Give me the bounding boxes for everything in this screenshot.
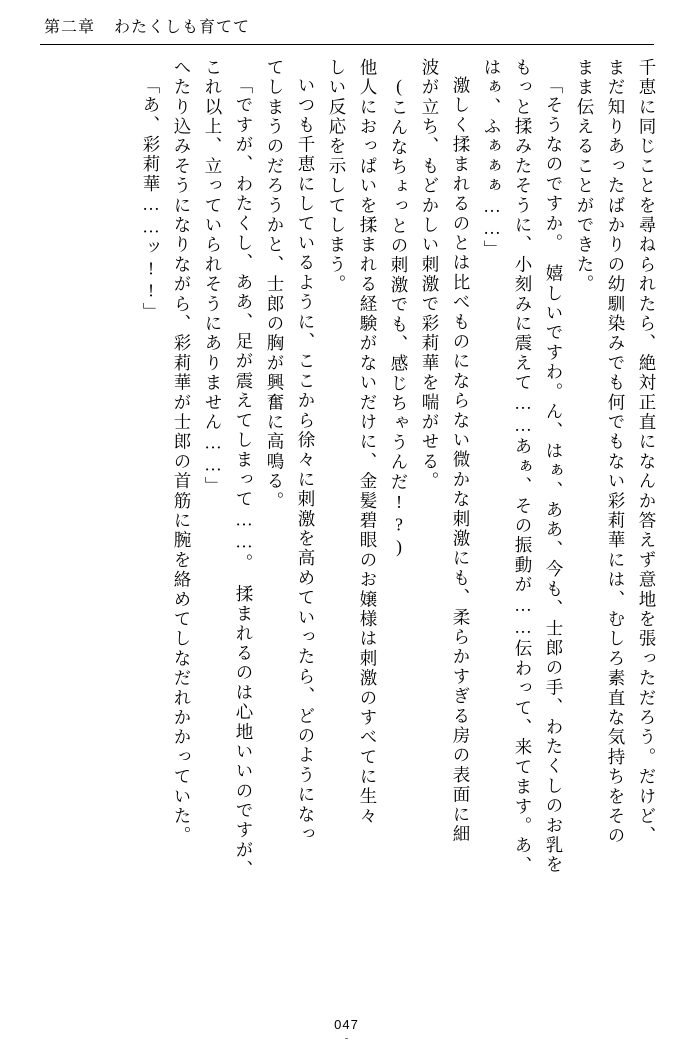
chapter-header [44,14,250,37]
text-column: 「ですが、わたくし、ああ、足が震えてしまって……。 揉まれるのは心地いいのですが、 [234,76,254,880]
text-column: しい反応を示してしまう。 [327,58,347,295]
text-column: まま伝えることができた。 [575,58,595,295]
text-column: 波が立ち、もどかしい刺激で彩莉華を喘がせる。 [420,58,440,492]
chapter-title: わたくしも育てて [114,19,251,36]
text-column: (こんなちょっとの刺激でも、感じちゃうんだ!?) [389,76,409,559]
text-column: はぁ、ふぁぁぁ……」 [482,58,502,260]
chapter-number: 第二章 [44,19,96,36]
text-column: 「そうなのですか。 嬉しいですわ。ん、はぁ、ああ、今も、士郎の手、わたくしのお乳を [544,76,564,875]
text-column: 激しく揉まれるのとは比べものにならない微かな刺激にも、柔らかすぎる房の表面に細 [451,76,471,845]
folio-mark: - [344,1033,349,1044]
text-column: 「あ、彩莉華……ッ!!」 [141,76,161,323]
text-column: 千恵に同じことを尋ねられたら、絶対正直になんか答えず意地を張っただろう。だけど、 [637,58,657,846]
text-column: へたり込みそうになりながら、彩莉華が士郎の首筋に腕を絡めてしなだれかかっていた。 [172,58,192,846]
page-number: 047 [334,1017,359,1032]
text-column: 他人におっぱいを揉まれる経験がないだけに、金髪碧眼のお嬢様は刺激のすべてに生々 [358,58,378,827]
text-column: てしまうのだろうかと、士郎の胸が興奮に高鳴る。 [265,58,285,512]
text-column: いつも千恵にしているように、ここから徐々に刺激を高めていったら、どのようになっ [296,76,316,845]
text-column: まだ知りあったばかりの幼馴染みでも何でもない彩莉華には、むしろ素直な気持ちをその [606,58,626,846]
text-column: これ以上、立っていられそうにありません……」 [203,58,223,497]
vertical-text-body [40,58,655,1008]
header-divider [40,44,654,45]
text-column: もっと揉みたそうに、小刻みに震えて……あぁ、その振動が……伝わって、来てます。あ、 [513,58,533,876]
